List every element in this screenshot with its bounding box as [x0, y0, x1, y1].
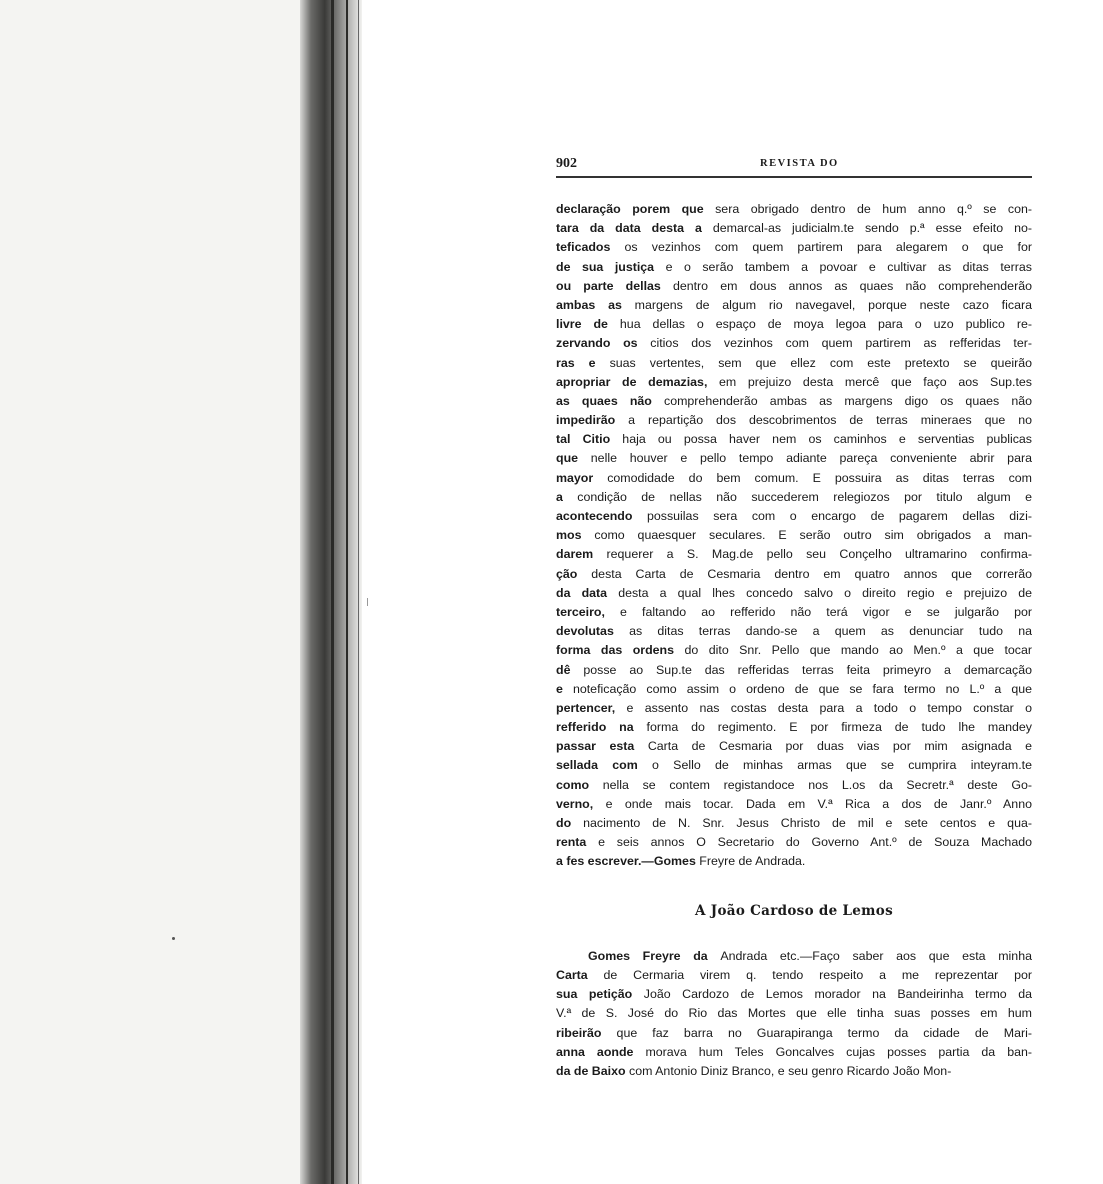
scan-speck [172, 937, 175, 940]
text-line: mayor comodidade do bem comum. E possuira as ditas terras com [556, 470, 1032, 485]
text-line: Gomes Freyre da Andrada etc.—Faço saber aos que esta minha [588, 948, 1032, 963]
text-line: apropriar de demazias, em prejuizo desta mercê que faço aos Sup.tes [556, 374, 1032, 389]
text-line: que nelle houver e pello tempo adiante pareça conveniente abrir para [556, 451, 1032, 466]
text-line: tal Citio haja ou possa haver nem os caminhos e serventias publicas [556, 432, 1032, 447]
text-line: acontecendo possuilas sera com o encargo de pagarem dellas dizi- [556, 509, 1032, 523]
text-line: ribeirão que faz barra no Guarapiranga termo da cidade de Mari- [556, 1025, 1032, 1040]
text-line: zervando os citios dos vezinhos com quem partirem as refferidas ter- [556, 336, 1032, 351]
journal-title: REVISTA DO [760, 158, 839, 169]
text-line: ambas as margens de algum rio navegavel, porque neste cazo ficara [556, 297, 1032, 312]
text-line: do nacimento de N. Snr. Jesus Christo de mil e sete centos e qua- [556, 816, 1032, 830]
text-line: as quaes não comprehenderão ambas as margens digo os quaes não [556, 393, 1032, 408]
gutter-line [346, 0, 348, 1184]
text-line: ção desta Carta de Cesmaria dentro em quatro annos que correrão [556, 566, 1032, 581]
text-line: tara da data desta a demarcal-as judicialm.te sendo p.ª esse efeito no- [556, 221, 1032, 236]
text-line: livre de hua dellas o espaço de moya legoa para o uzo publico re- [556, 317, 1032, 332]
text-line: a fes escrever.—Gomes Freyre de Andrada. [556, 854, 806, 869]
text-line: ras e suas vertentes, sem que ellez com este pretexto se queirão [556, 355, 1032, 370]
text-line: anna aonde morava hum Teles Goncalves cujas posses partia da ban- [556, 1044, 1032, 1059]
text-line: pertencer, e assento nas costas desta para a todo o tempo constar o [556, 700, 1032, 715]
gutter-line [331, 0, 334, 1184]
text-line: verno, e onde mais tocar. Dada em V.ª Rica a dos de Janr.º Anno [556, 796, 1032, 811]
text-line: da de Baixo com Antonio Diniz Branco, e seu genro Ricardo João Mon- [556, 1063, 952, 1078]
text-line: darem requerer a S. Mag.de pello seu Conçelho ultramarino confirma- [556, 547, 1032, 562]
text-line: impedirão a repartição dos descobrimentos de terras mineraes que no [556, 413, 1032, 428]
page-number: 902 [556, 156, 577, 171]
text-line: terceiro, e faltando ao refferido não terá vigor e se julgarão por [556, 604, 1032, 619]
text-line: Carta de Cermaria virem q. tendo respeito a me reprezentar por [556, 967, 1032, 982]
text-line: e noteficação como assim o ordeno de que se fara termo no L.º a que [556, 681, 1032, 696]
text-line: da data desta a qual lhes concedo salvo o direito regio e prejuizo de [556, 585, 1032, 600]
text-line: renta e seis annos O Secretario do Governo Ant.º de Souza Machado [556, 835, 1032, 850]
book-page [556, 150, 1032, 1081]
text-line: ou parte dellas dentro em dous annos as quaes não comprehenderão [556, 278, 1032, 293]
text-line: declaração porem que sera obrigado dentro de hum anno q.º se con- [556, 202, 1032, 216]
text-line: de sua justiça e o serão tambem a povoar e cultivar as ditas terras [556, 259, 1032, 274]
text-line: dê posse ao Sup.te das refferidas terras feita primeyro a demarcação [556, 662, 1032, 677]
text-line: a condição de nellas não succederem relegiozos por titulo algum e [556, 489, 1032, 504]
left-page-margin [0, 0, 300, 1184]
text-line: mos como quaesquer seculares. E serão outro sim obrigados a man- [556, 528, 1032, 543]
text-line: devolutas as ditas terras dando-se a quem as denunciar tudo na [556, 624, 1032, 639]
paragraph-joao-cardoso [556, 947, 1032, 1081]
gutter-line [358, 0, 359, 1184]
text-line: refferido na forma do regimento. E por firmeza de tudo lhe mandey [556, 720, 1032, 735]
text-line: como nella se contem registandoce nos L.os da Secretr.ª deste Go- [556, 777, 1032, 792]
text-line: V.ª de S. José do Rio das Mortes que elle tinha suas posses em hum [556, 1006, 1032, 1021]
paragraph-grant-text [556, 200, 1032, 872]
document-body [556, 200, 1032, 1081]
text-line: forma das ordens do dito Snr. Pello que mando ao Men.º a que tocar [556, 643, 1032, 658]
text-line: passar esta Carta de Cesmaria por duas vias por mim asignada e [556, 739, 1032, 754]
text-line: sellada com o Sello de minhas armas que se cumprira inteyram.te [556, 758, 1032, 773]
scan-speck [367, 598, 368, 606]
text-line: teficados os vezinhos com quem partirem para alegarem o que for [556, 240, 1032, 255]
text-line: sua petição João Cardozo de Lemos morador na Bandeirinha termo da [556, 987, 1032, 1002]
section-title: A João Cardoso de Lemos [695, 902, 893, 919]
running-head [556, 150, 1032, 178]
